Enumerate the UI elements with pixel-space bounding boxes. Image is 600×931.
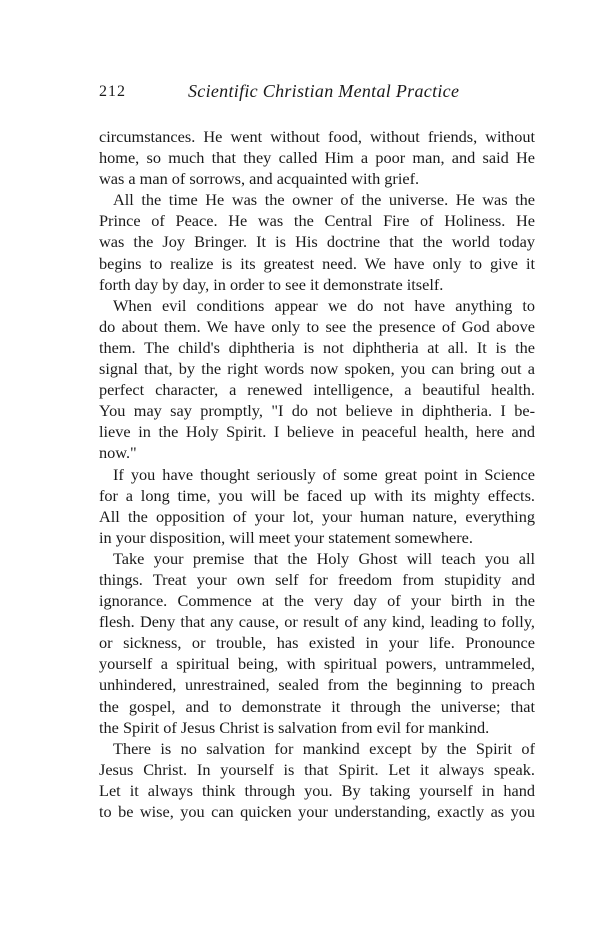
text-line: yourself a spiritual being, with spiritual powers, untrammeled,	[99, 654, 535, 674]
text-line: All the time He was the owner of the universe. He was the	[113, 190, 535, 210]
text-line: signal that, by the right words now spoken, you can bring out a	[99, 359, 535, 379]
text-line: There is no salvation for mankind except by the Spirit of	[113, 738, 535, 758]
paragraph	[99, 464, 535, 548]
text-line: the Spirit of Jesus Christ is salvation from evil for mankind.	[99, 717, 490, 737]
text-line: Prince of Peace. He was the Central Fire of Holiness. He	[99, 211, 535, 231]
text-line: them. The child's diphtheria is not diphtheria at all. It is the	[99, 337, 535, 357]
paragraph	[99, 738, 535, 822]
text-line: lieve in the Holy Spirit. I believe in peaceful health, here and	[99, 422, 535, 442]
page-number: 212	[99, 83, 126, 100]
text-line: unhindered, unrestrained, sealed from the beginning to preach	[99, 675, 535, 695]
text-line: was the Joy Bringer. It is His doctrine that the world today	[99, 232, 535, 252]
text-line: If you have thought seriously of some great point in Science	[113, 464, 535, 484]
text-line: for a long time, you will be faced up with its mighty effects.	[99, 485, 535, 505]
text-line: do about them. We have only to see the presence of God above	[99, 316, 535, 336]
text-line: ignorance. Commence at the very day of your birth in the	[99, 591, 535, 611]
paragraph	[99, 548, 535, 738]
text-line: to be wise, you can quicken your understanding, exactly as you	[99, 802, 535, 821]
text-line: begins to realize is its greatest need. We have only to give it	[99, 253, 535, 273]
text-line: home, so much that they called Him a poor man, and said He	[99, 148, 535, 168]
text-line: forth day by day, in order to see it demonstrate itself.	[99, 274, 444, 294]
paragraph	[99, 189, 535, 294]
text-line: flesh. Deny that any cause, or result of any kind, leading to folly,	[99, 612, 535, 632]
paragraph	[99, 126, 535, 189]
text-line: All the opposition of your lot, your human nature, everything	[99, 506, 535, 526]
text-line: things. Treat your own self for freedom from stupidity and	[99, 569, 535, 589]
text-line: in your disposition, will meet your statement somewhere.	[99, 527, 473, 547]
text-line: Jesus Christ. In yourself is that Spirit. Let it always speak.	[99, 759, 535, 779]
text-line: Take your premise that the Holy Ghost will teach you all	[113, 548, 535, 568]
paragraph	[99, 295, 535, 464]
text-line: circumstances. He went without food, without friends, without	[99, 127, 535, 146]
text-line: You may say promptly, "I do not believe in diphtheria. I be-	[99, 401, 535, 421]
body-text	[99, 126, 535, 822]
text-line: perfect character, a renewed intelligence, a beautiful health.	[99, 380, 535, 400]
text-line: now."	[99, 443, 137, 463]
text-line: Let it always think through you. By taking yourself in hand	[99, 780, 535, 800]
text-line: was a man of sorrows, and acquainted with grief.	[99, 169, 420, 189]
text-line: or sickness, or trouble, has existed in your life. Pronounce	[99, 633, 535, 653]
text-line: the gospel, and to demonstrate it through the universe; that	[99, 696, 535, 716]
text-line: When evil conditions appear we do not have anything to	[113, 295, 535, 315]
running-title: Scientific Christian Mental Practice	[188, 81, 460, 101]
